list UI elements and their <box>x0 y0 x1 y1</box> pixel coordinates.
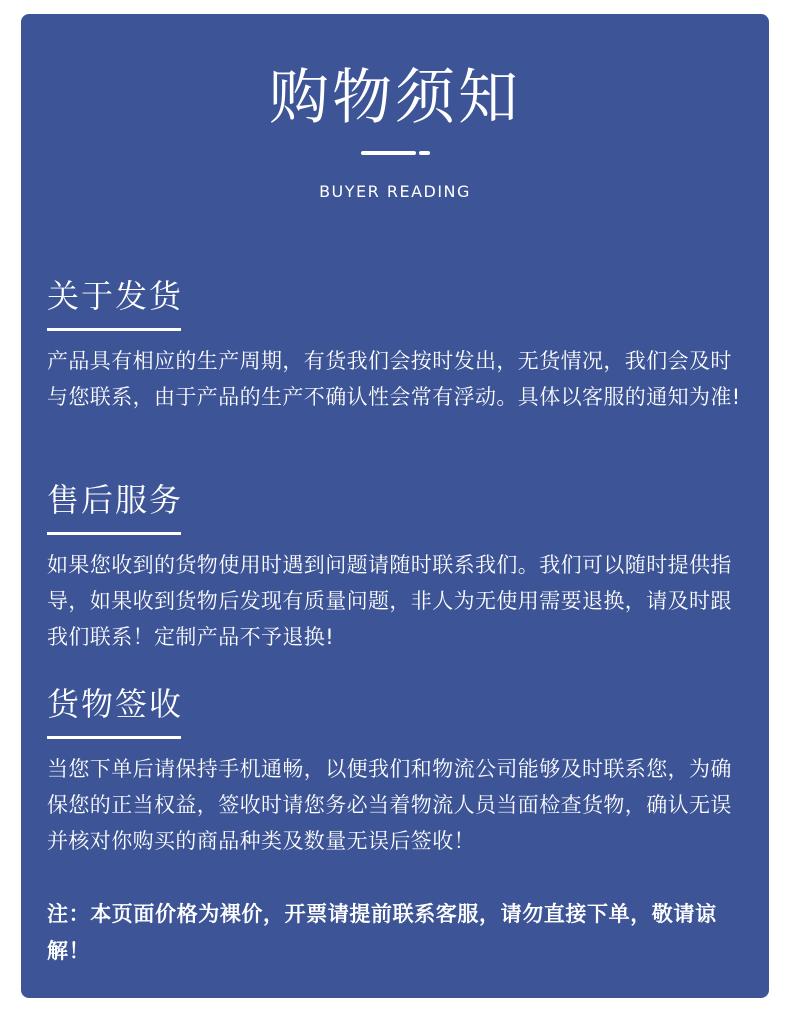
section-after-sales <box>47 480 747 655</box>
section-body: 产品具有相应的生产周期，有货我们会按时发出，无货情况，我们会及时与您联系，由于产品的生产不确认性会常有浮动。具体以客服的通知为准! <box>47 349 741 409</box>
section-shipping <box>47 276 747 415</box>
price-note: 注：本页面价格为裸价，开票请提前联系客服，请勿直接下单，敬请谅解！ <box>47 902 717 963</box>
section-heading: 售后服务 <box>47 481 184 519</box>
section-body: 如果您收到的货物使用时遇到问题请随时联系我们。我们可以随时提供指导，如果收到货物后发现有质量问题，非人为无使用需要退换，请及时跟我们联系！定制产品不予退换! <box>47 553 732 649</box>
title-divider-dot <box>419 151 430 155</box>
section-delivery-receipt <box>47 684 747 859</box>
section-underline <box>47 736 181 739</box>
section-heading: 货物签收 <box>47 685 184 723</box>
title-divider-bar <box>361 151 416 155</box>
page-subtitle: BUYER READING <box>319 182 471 201</box>
page-title: 购物须知 <box>269 63 521 133</box>
shopping-notice-panel <box>21 14 769 998</box>
section-underline <box>47 532 181 535</box>
section-body: 当您下单后请保持手机通畅，以便我们和物流公司能够及时联系您，为确保您的正当权益，签收时请您务必当着物流人员当面检查货物，确认无误并核对你购买的商品种类及数量无误后签收！ <box>47 757 732 853</box>
section-heading: 关于发货 <box>47 277 184 315</box>
section-underline <box>47 328 181 331</box>
